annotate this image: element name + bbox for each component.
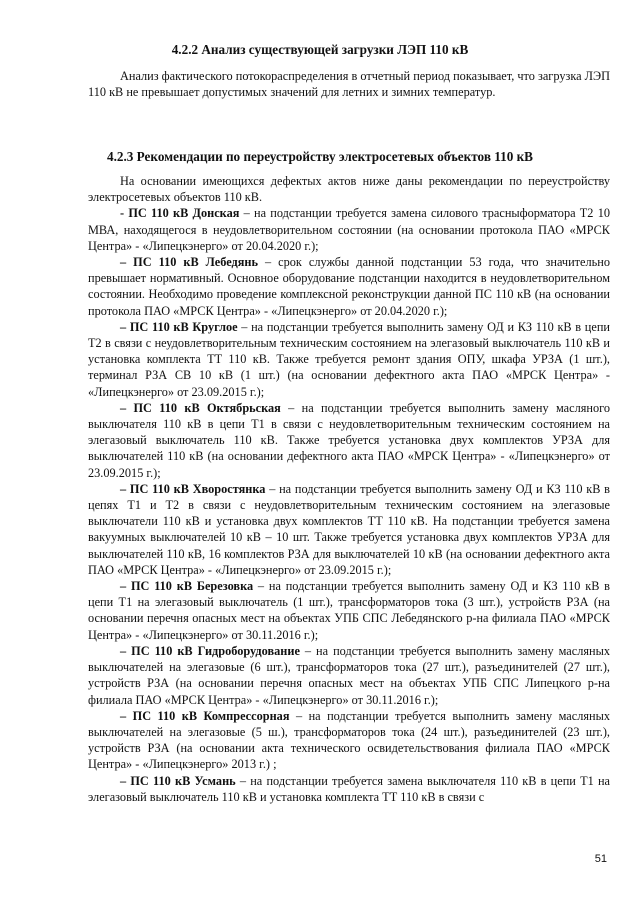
item-lead: – — [120, 400, 134, 415]
recommendation-item — [88, 708, 610, 773]
section-body — [88, 173, 610, 805]
item-text: – на подстанции требуется выполнить замену ОД и КЗ 110 кВ в цепях Т1 и Т2 в связи с неудовлетворительным техническим состоянием на элегазовые выключатели 110 кВ и установка двух комплектов ТТ 110 кВ. На подстанции требуется замена вакуумных выключателей 10 кВ – 10 шт. Также требуется установка двух комплектов УРЗА для выключателей 110 кВ, 16 комплектов РЗА для выключателей 10 кВ (на основании дефектного акта ПАО «МРСК Центра» - «Липецкэнерго» от 23.09.2015 г.); — [88, 481, 610, 577]
substation-name: ПС 110 кВ Гидроборудование — [131, 643, 300, 658]
recommendation-item — [88, 773, 610, 805]
item-lead: – — [120, 319, 130, 334]
item-text: – на подстанции требуется выполнить замену масляных выключателей на элегазовые (6 шт.), трансформаторов тока (27 шт.), разъединителей (27 шт.), устройств РЗА (на основании перечня опасных мест на объектах УПБ СПС Липецкого р-на филиала ПАО «МРСК Центра» - «Липецкэнерго» от 30.11.2016 г.); — [88, 643, 610, 707]
recommendation-item — [88, 400, 610, 481]
item-lead: - — [120, 206, 129, 221]
item-lead: – — [120, 773, 131, 788]
substation-name: ПС 110 кВ Хворостянка — [129, 481, 266, 496]
recommendation-item — [88, 319, 610, 400]
substation-name: ПС 110 кВ Компрессорная — [132, 708, 290, 723]
paragraph: Анализ фактического потокораспределения в отчетный период показывает, что загрузка ЛЭП 110 кВ не превышает допустимых значений для летних и зимних температур. — [88, 69, 610, 100]
section-heading: 4.2.2 Анализ существующей загрузки ЛЭП 110 кВ — [171, 42, 469, 57]
substation-name: ПС 110 кВ Круглое — [129, 319, 238, 334]
substation-name: ПС 110 кВ Октябрьская — [133, 400, 281, 415]
item-text: – на подстанции требуется замена выключателя 110 кВ в цепи Т1 на элегазовый выключатель 110 кВ и установка комплекта ТТ 110 кВ в связи с — [88, 773, 610, 804]
recommendation-list — [88, 205, 610, 805]
recommendation-item — [88, 254, 610, 319]
section-body — [88, 68, 610, 100]
item-text: – на подстанции требуется выполнить замену ОД и КЗ 110 кВ в цепи Т2 в связи с неудовлетворительным техническим состоянием на элегазовый выключатель 110 кВ и установка комплекта ТТ 110 кВ. Также требуется ремонт здания ОПУ, шкафа УРЗА (1 шт.), терминал РЗА СВ 10 кВ (1 шт.) (на основании дефектного акта ПАО «МРСК Центра» - «Липецкэнерго» от 23.09.2015 г.); — [88, 319, 610, 399]
recommendation-item — [88, 481, 610, 578]
recommendation-item — [88, 205, 610, 254]
substation-name: ПС 110 кВ Лебедянь — [133, 255, 258, 270]
intro-paragraph: На основании имеющихся дефектых актов ниже даны рекомендации по переустройству электросетевых объектов 110 кВ. — [88, 174, 610, 205]
item-text: – на подстанции требуется выполнить замену масляного выключателя 110 кВ в цепи Т1 в связи с неудовлетворительным техническим состоянием на элегазовый выключатель 110 кВ. Также требуется установка двух комплектов УРЗА для выключателей 110 кВ (на основании дефектного акта ПАО «МРСК Центра» - «Липецкэнерго» от 23.09.2015 г.); — [88, 400, 610, 480]
item-lead: – — [120, 708, 133, 723]
page-number: 51 — [594, 853, 607, 865]
item-text: – на подстанции требуется замена силового трасныформатора Т2 10 МВА, находящегося в неудовлетворительном состоянии (на основании протокола ПАО «МРСК Центра» - «Липецкэнерго» от 20.04.2020 г.); — [88, 206, 610, 253]
item-text: – на подстанции требуется выполнить замену масляных выключателей на элегазовые (5 ш.), трансформаторов тока (24 шт.), разъединителей (23 шт.), устройств РЗА (на основании акта технического освидетельствования филиала ПАО «МРСК Центра» - «Липецкэнерго» 2013 г.) ; — [88, 708, 610, 772]
substation-name: ПС 110 кВ Донская — [128, 206, 240, 221]
substation-name: ПС 110 кВ Березовка — [130, 579, 254, 594]
recommendation-item — [88, 578, 610, 643]
item-text: – на подстанции требуется выполнить замену ОД и КЗ 110 кВ в цепи Т1 на элегазовый выключатель (1 шт.), трансформаторов тока (3 шт.), устройств РЗА (на основании перечня опасных мест на объектах УПБ СПС Лебедянского р-на филиала ПАО «МРСК Центра» - «Липецкэнерго» от 30.11.2016 г.); — [88, 579, 610, 642]
item-lead: – — [120, 481, 130, 496]
section-heading: 4.2.3 Рекомендации по переустройству электросетевых объектов 110 кВ — [107, 149, 533, 164]
recommendation-item — [88, 643, 610, 708]
item-text: – срок службы данной подстанции 53 года, что значительно превышает нормативный. Основное оборудование подстанции находится в неудовлетворительном состоянии. Необходимо проведение комплексной реконструкции данной ПС 110 кВ (на основании протокола ПАО «МРСК Центра» - «Липецкэнерго» от 20.04.2020 г.); — [88, 255, 610, 318]
item-lead: – — [120, 579, 131, 594]
item-lead: – — [120, 255, 134, 270]
item-lead: – — [120, 643, 132, 658]
substation-name: ПС 110 кВ Усмань — [130, 773, 236, 788]
